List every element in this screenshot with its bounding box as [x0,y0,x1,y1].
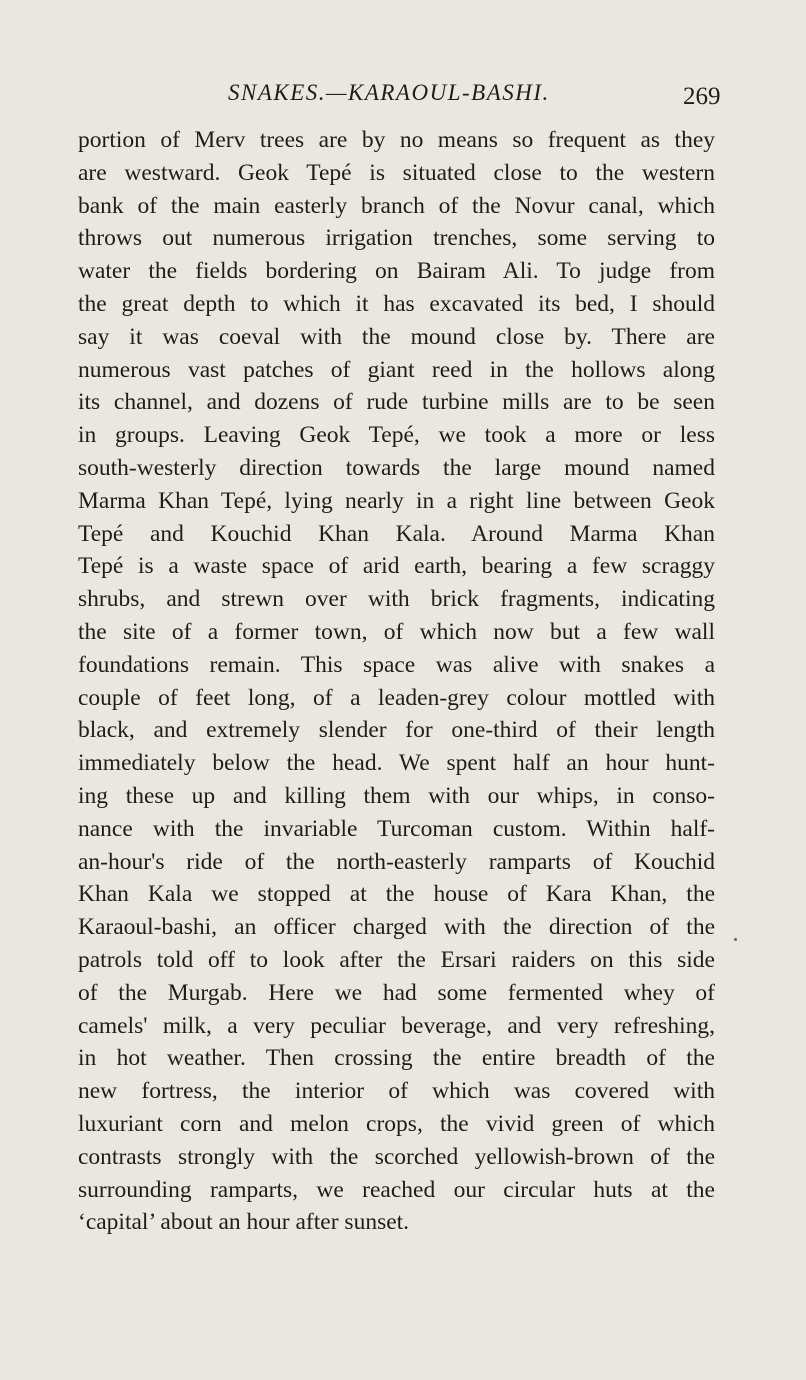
text-line: shrubs, and strewn over with brick fragments, indicating [78,586,715,613]
running-title: SNAKES.—KARAOUL-BASHI. [228,80,550,105]
text-line: surrounding ramparts, we reached our circular huts at the [78,1176,715,1203]
text-line: foundations remain. This space was alive with snakes a [78,651,715,678]
text-line: south-westerly direction towards the large mound named [78,454,715,481]
text-line: black, and extremely slender for one-third of their length [78,717,715,744]
text-line: an-hour's ride of the north-easterly ramparts of Kouchid [78,848,715,875]
text-line: new fortress, the interior of which was covered with [78,1078,715,1105]
text-line: its channel, and dozens of rude turbine mills are to be seen [78,389,715,416]
text-line: bank of the main easterly branch of the Novur canal, which [78,192,715,219]
margin-speck [734,938,737,941]
text-line: Tepé is a waste space of arid earth, bearing a few scraggy [78,553,715,580]
text-line: immediately below the head. We spent half an hour hunt- [78,750,715,777]
text-line: nance with the invariable Turcoman custom. Within half- [78,815,715,842]
text-line: Karaoul-bashi, an officer charged with the direction of the [78,914,715,941]
page-number: 269 [683,83,721,110]
text-line: numerous vast patches of giant reed in the hollows along [78,356,715,383]
text-line: Khan Kala we stopped at the house of Kara Khan, the [78,881,715,908]
text-line: portion of Merv trees are by no means so frequent as they [78,127,715,153]
body-paragraph [78,124,715,1239]
text-line: the site of a former town, of which now but a few wall [78,618,715,645]
text-line: luxuriant corn and melon crops, the vivid green of which [78,1110,715,1137]
text-line: throws out numerous irrigation trenches, some serving to [78,225,715,252]
text-line: in hot weather. Then crossing the entire breadth of the [78,1045,715,1072]
text-line-last: ‘capital’ about an hour after sunset. [78,1209,410,1236]
text-line: patrols told off to look after the Ersari raiders on this side [78,946,715,973]
text-line: the great depth to which it has excavated its bed, I should [78,290,715,317]
text-line: couple of feet long, of a leaden-grey colour mottled with [78,684,715,711]
text-line: in groups. Leaving Geok Tepé, we took a more or less [78,422,715,449]
running-head [0,78,806,112]
text-line: water the fields bordering on Bairam Ali. To judge from [78,258,715,285]
text-line: contrasts strongly with the scorched yellowish-brown of the [78,1143,715,1170]
text-line: camels' milk, a very peculiar beverage, and very refreshing, [78,1012,715,1039]
text-line: say it was coeval with the mound close by. There are [78,323,715,350]
text-line: Marma Khan Tepé, lying nearly in a right line between Geok [78,487,715,514]
text-line: ing these up and killing them with our whips, in conso- [78,782,715,809]
text-line: Tepé and Kouchid Khan Kala. Around Marma Khan [78,520,715,547]
text-line: are westward. Geok Tepé is situated close to the western [78,159,715,186]
text-line: of the Murgab. Here we had some fermented whey of [78,979,715,1006]
